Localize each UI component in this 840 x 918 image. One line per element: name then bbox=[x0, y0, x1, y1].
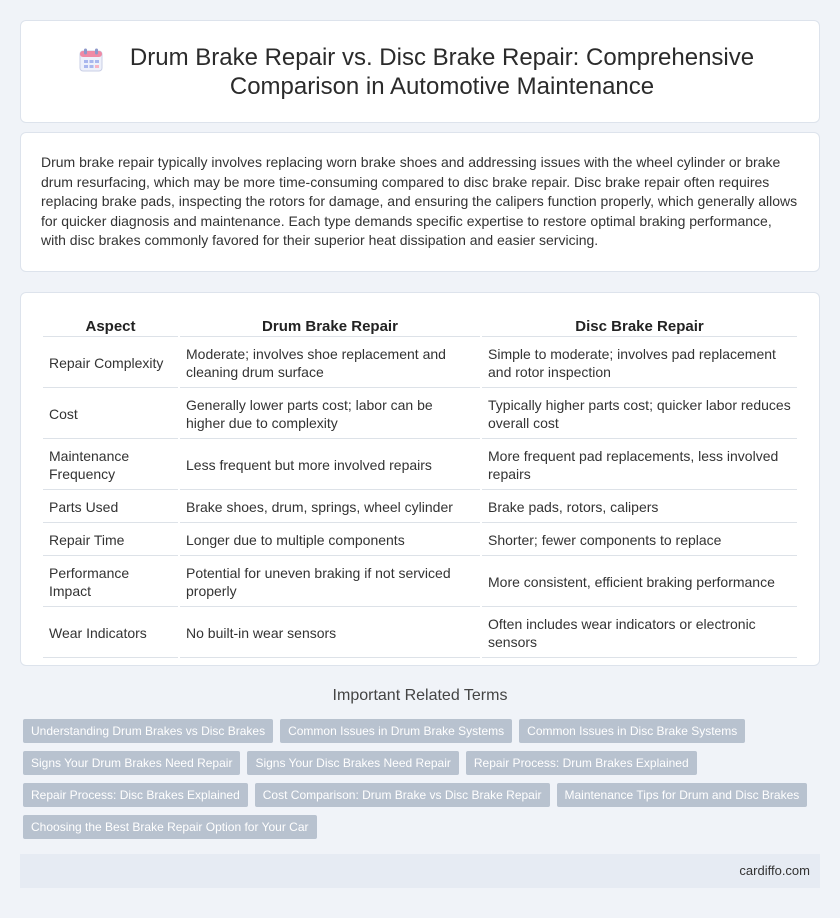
cell-aspect: Maintenance Frequency bbox=[43, 441, 178, 490]
calendar-icon bbox=[78, 47, 104, 73]
table-row bbox=[43, 558, 797, 607]
intro-text: Drum brake repair typically involves replacing worn brake shoes and addressing issues with the wheel cylinder or brake drum resurfacing, which may be more time-consuming compared to disc brake repair. Disc brake repair often requires replacing brake pads, inspecting the rotors for damage, and ensuring the calipers function properly, which generally allows for quicker diagnosis and maintenance. Each type demands specific expertise to restore optimal braking performance, with disc brakes commonly favored for their superior heat dissipation and easier servicing. bbox=[41, 154, 798, 248]
intro-card bbox=[20, 132, 820, 272]
related-term-link[interactable]: Cost Comparison: Drum Brake vs Disc Brake Repair bbox=[255, 783, 550, 807]
cell-disc: Shorter; fewer components to replace bbox=[482, 525, 797, 556]
cell-disc: Typically higher parts cost; quicker labor reduces overall cost bbox=[482, 390, 797, 439]
table-row bbox=[43, 441, 797, 490]
comparison-table-card bbox=[20, 292, 820, 666]
cell-disc: Brake pads, rotors, calipers bbox=[482, 492, 797, 523]
related-term-link[interactable]: Signs Your Disc Brakes Need Repair bbox=[247, 751, 458, 775]
related-term-link[interactable]: Choosing the Best Brake Repair Option for Your Car bbox=[23, 815, 317, 839]
related-terms-title: Important Related Terms bbox=[332, 687, 508, 704]
table-row bbox=[43, 525, 797, 556]
cell-aspect: Cost bbox=[43, 390, 178, 439]
cell-disc: Often includes wear indicators or electronic sensors bbox=[482, 609, 797, 658]
related-term-link[interactable]: Common Issues in Disc Brake Systems bbox=[519, 719, 745, 743]
footer-site[interactable]: cardiffo.com bbox=[739, 863, 810, 878]
cell-drum: Longer due to multiple components bbox=[180, 525, 480, 556]
table-header-row bbox=[43, 315, 797, 337]
cell-drum: Brake shoes, drum, springs, wheel cylinder bbox=[180, 492, 480, 523]
table-row bbox=[43, 492, 797, 523]
cell-aspect: Repair Complexity bbox=[43, 339, 178, 388]
cell-aspect: Wear Indicators bbox=[43, 609, 178, 658]
header-aspect: Aspect bbox=[43, 315, 178, 337]
related-terms-list bbox=[23, 719, 823, 847]
cell-drum: Generally lower parts cost; labor can be higher due to complexity bbox=[180, 390, 480, 439]
cell-drum: No built-in wear sensors bbox=[180, 609, 480, 658]
table-row bbox=[43, 339, 797, 388]
cell-disc: More consistent, efficient braking performance bbox=[482, 558, 797, 607]
cell-aspect: Parts Used bbox=[43, 492, 178, 523]
table-row bbox=[43, 609, 797, 658]
related-term-link[interactable]: Maintenance Tips for Drum and Disc Brakes bbox=[557, 783, 808, 807]
cell-drum: Less frequent but more involved repairs bbox=[180, 441, 480, 490]
related-term-link[interactable]: Common Issues in Drum Brake Systems bbox=[280, 719, 512, 743]
related-term-link[interactable]: Understanding Drum Brakes vs Disc Brakes bbox=[23, 719, 273, 743]
header-drum: Drum Brake Repair bbox=[180, 315, 480, 337]
footer bbox=[20, 854, 820, 888]
cell-disc: Simple to moderate; involves pad replacement and rotor inspection bbox=[482, 339, 797, 388]
related-term-link[interactable]: Repair Process: Drum Brakes Explained bbox=[466, 751, 697, 775]
page-title: Drum Brake Repair vs. Disc Brake Repair: Comprehensive Comparison in Automotive Maintenance bbox=[129, 43, 755, 100]
cell-aspect: Performance Impact bbox=[43, 558, 178, 607]
header-disc: Disc Brake Repair bbox=[482, 315, 797, 337]
table-row bbox=[43, 390, 797, 439]
cell-drum: Potential for uneven braking if not serviced properly bbox=[180, 558, 480, 607]
cell-disc: More frequent pad replacements, less involved repairs bbox=[482, 441, 797, 490]
title-wrap bbox=[21, 43, 819, 101]
cell-drum: Moderate; involves shoe replacement and cleaning drum surface bbox=[180, 339, 480, 388]
related-term-link[interactable]: Signs Your Drum Brakes Need Repair bbox=[23, 751, 240, 775]
related-term-link[interactable]: Repair Process: Disc Brakes Explained bbox=[23, 783, 248, 807]
header-card bbox=[20, 20, 820, 123]
comparison-table bbox=[41, 313, 799, 660]
cell-aspect: Repair Time bbox=[43, 525, 178, 556]
